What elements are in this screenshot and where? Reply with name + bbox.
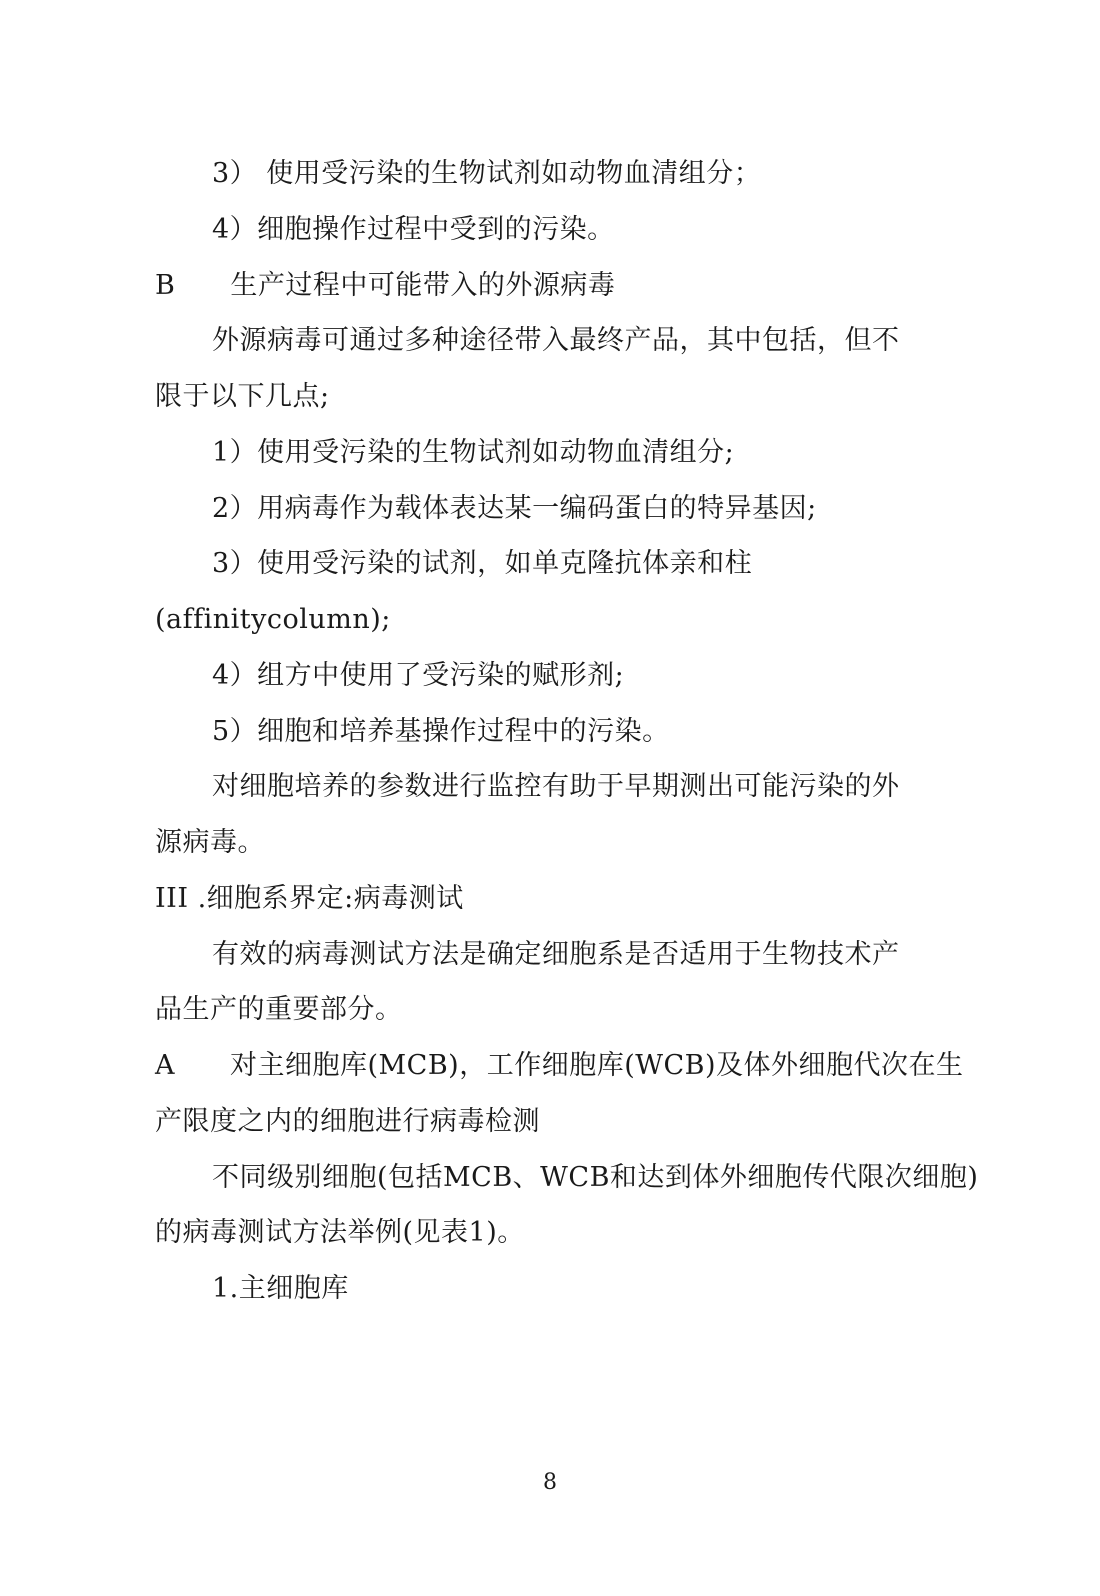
text-line: 的病毒测试方法举例(见表1)。 [155, 1217, 525, 1248]
text-line: 4）组方中使用了受污染的赋形剂; [212, 660, 625, 691]
text-line: (affinitycolumn); [155, 604, 391, 635]
text-line: 产限度之内的细胞进行病毒检测 [155, 1106, 540, 1137]
text-line: 外源病毒可通过多种途径带入最终产品，其中包括，但不 [212, 325, 900, 356]
text-line: 1）使用受污染的生物试剂如动物血清组分; [212, 437, 735, 468]
text-line: 限于以下几点; [155, 381, 330, 412]
section-heading: A 对主细胞库(MCB)，工作细胞库(WCB)及体外细胞代次在生 [155, 1050, 964, 1081]
text-line: 对细胞培养的参数进行监控有助于早期测出可能污染的外 [212, 771, 900, 802]
text-line: 3）使用受污染的试剂，如单克隆抗体亲和柱 [212, 548, 753, 579]
section-heading: B 生产过程中可能带入的外源病毒 [155, 270, 616, 301]
text-line: 3） 使用受污染的生物试剂如动物血清组分； [212, 158, 762, 189]
text-line: 4）细胞操作过程中受到的污染。 [212, 214, 615, 245]
subsection-heading: 1.主细胞库 [212, 1273, 349, 1304]
page-number: 8 [543, 1470, 557, 1495]
text-line: 有效的病毒测试方法是确定细胞系是否适用于生物技术产 [212, 939, 900, 970]
text-line: 不同级别细胞(包括MCB、WCB和达到体外细胞传代限次细胞) [212, 1162, 979, 1193]
text-line: 2）用病毒作为载体表达某一编码蛋白的特异基因; [212, 493, 817, 524]
text-line: 源病毒。 [155, 827, 265, 858]
text-line: 品生产的重要部分。 [155, 994, 403, 1025]
section-heading: III .细胞系界定:病毒测试 [155, 883, 464, 914]
text-line: 5）细胞和培养基操作过程中的污染。 [212, 716, 670, 747]
